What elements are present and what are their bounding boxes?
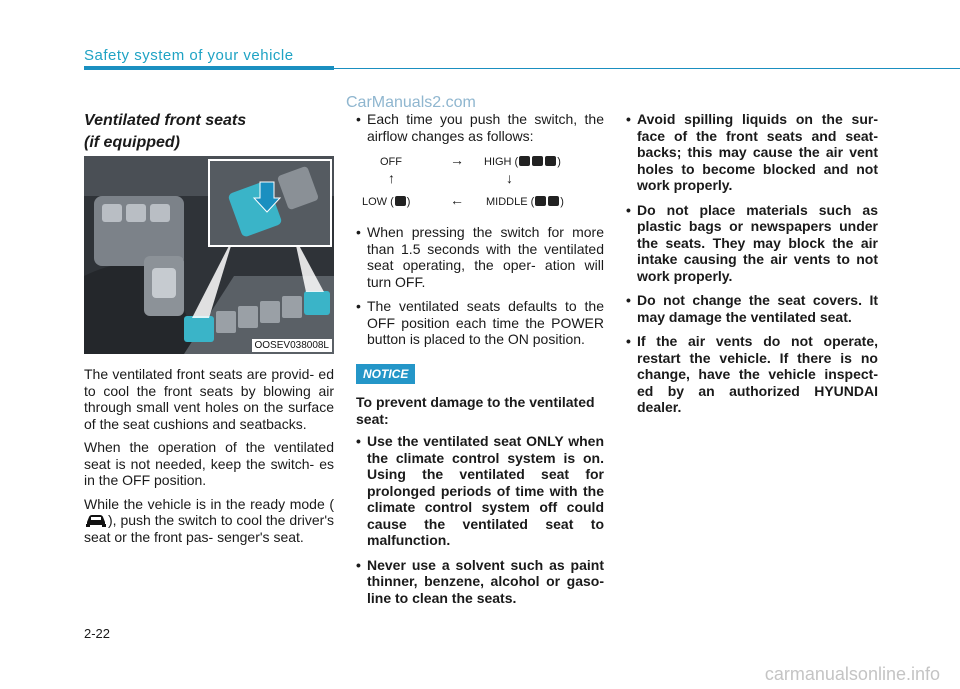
list-item-liquids bbox=[626, 111, 878, 194]
notice-badge: NOTICE bbox=[356, 364, 415, 385]
header-rule bbox=[334, 68, 960, 69]
console-photo bbox=[84, 156, 334, 354]
paragraph-off-position: When the operation of the ventilated seat is not needed, keep the switch- es in the OFF position. bbox=[84, 439, 334, 488]
arrow-off-to-high: → bbox=[450, 152, 464, 168]
state-middle bbox=[486, 194, 564, 211]
airflow-text: Each time you push the switch, the airflow changes as follows: bbox=[367, 111, 604, 144]
header-accent-bar bbox=[84, 66, 334, 70]
fan-icon bbox=[395, 196, 406, 206]
state-middle-label: MIDDLE ( bbox=[486, 196, 535, 208]
list-item-solvent bbox=[356, 557, 604, 607]
state-low bbox=[362, 194, 410, 211]
list-item-climate-control bbox=[356, 433, 604, 549]
state-high-label: HIGH ( bbox=[484, 156, 519, 168]
fan-icon bbox=[532, 156, 543, 166]
ready-car-icon bbox=[84, 513, 108, 527]
paragraph-ready-mode bbox=[84, 496, 334, 546]
column-2 bbox=[356, 111, 604, 614]
state-high bbox=[484, 154, 561, 171]
notice-intro: To prevent damage to the ventilated seat: bbox=[356, 394, 595, 427]
column-1 bbox=[84, 366, 334, 552]
watermark-bottom: carmanualsonline.info bbox=[764, 664, 940, 684]
section-header-title: Safety system of your vehicle bbox=[84, 47, 294, 64]
section-title-line1: Ventilated front seats bbox=[84, 112, 247, 129]
list-item-air-vents bbox=[626, 333, 878, 416]
solvent-text: Never use a solvent such as paint thinner, benzene, alcohol or gaso- line to clean the seats. bbox=[367, 556, 604, 606]
list-item-materials bbox=[626, 202, 878, 285]
list-item-seat-covers bbox=[626, 292, 878, 325]
long-press-text: When pressing the switch for more than 1.5 seconds with the ventilated seat operating, the oper- ation will turn OFF. bbox=[367, 224, 604, 290]
fan-icon bbox=[535, 196, 546, 206]
state-off: OFF bbox=[380, 156, 402, 168]
state-high-close: ) bbox=[557, 156, 561, 168]
ready-mode-text-after: ), push the switch to cool the driver's seat or the front pas- senger's seat. bbox=[84, 512, 334, 545]
seat-covers-text: Do not change the seat covers. It may damage the ventilated seat. bbox=[637, 292, 878, 325]
arrow-middle-to-low: ← bbox=[450, 192, 464, 208]
section-title-line2: (if equipped) bbox=[84, 134, 180, 151]
airflow-cycle-diagram bbox=[356, 154, 604, 216]
air-vents-text: If the air vents do not operate, restart the vehicle. If there is no change, have the vehicle inspect- ed by an authorized HYUNDAI dealer. bbox=[637, 333, 878, 415]
list-item-long-press bbox=[356, 224, 604, 290]
defaults-text: The ventilated seats defaults to the OFF position each time the POWER button is placed to the ON position. bbox=[367, 298, 604, 347]
page-number: 2-22 bbox=[84, 626, 111, 641]
state-middle-close: ) bbox=[560, 196, 564, 208]
list-item-airflow bbox=[356, 111, 604, 144]
column-3 bbox=[626, 111, 878, 424]
liquids-text: Avoid spilling liquids on the sur- face of the front seats and seat- backs; this may cause the air vent holes to become blocked and not work properly. bbox=[637, 111, 878, 193]
paragraph-intro: The ventilated front seats are provid- ed to cool the front seats by blowing air through small vent holes on the surface of the seat cushions and seatbacks. bbox=[84, 366, 334, 432]
section-title bbox=[84, 110, 246, 154]
console-illustration bbox=[84, 156, 334, 354]
arrow-low-to-off: ↑ bbox=[388, 170, 395, 186]
state-low-close: ) bbox=[406, 196, 411, 208]
state-low-label: LOW ( bbox=[362, 196, 394, 208]
fan-icon bbox=[519, 156, 530, 166]
ready-mode-text-before: While the vehicle is in the ready mode ( bbox=[84, 495, 334, 512]
arrow-high-to-middle: ↓ bbox=[506, 170, 513, 186]
fan-icon bbox=[548, 196, 559, 206]
list-item-defaults bbox=[356, 298, 604, 348]
climate-control-text: Use the ventilated seat ONLY when the climate control system is on. Using the ventilated seat for prolonged periods of time with the climate control system off could cause the ventilated seat to malfunction. bbox=[367, 433, 604, 548]
fan-icon bbox=[545, 156, 556, 166]
materials-text: Do not place materials such as plastic bags or newspapers under the seats. They may block the air intake causing the air vents to not work properly. bbox=[637, 201, 878, 284]
watermark-top: CarManuals2.com bbox=[346, 94, 476, 111]
figure-id: OOSEV038008L bbox=[252, 339, 333, 352]
